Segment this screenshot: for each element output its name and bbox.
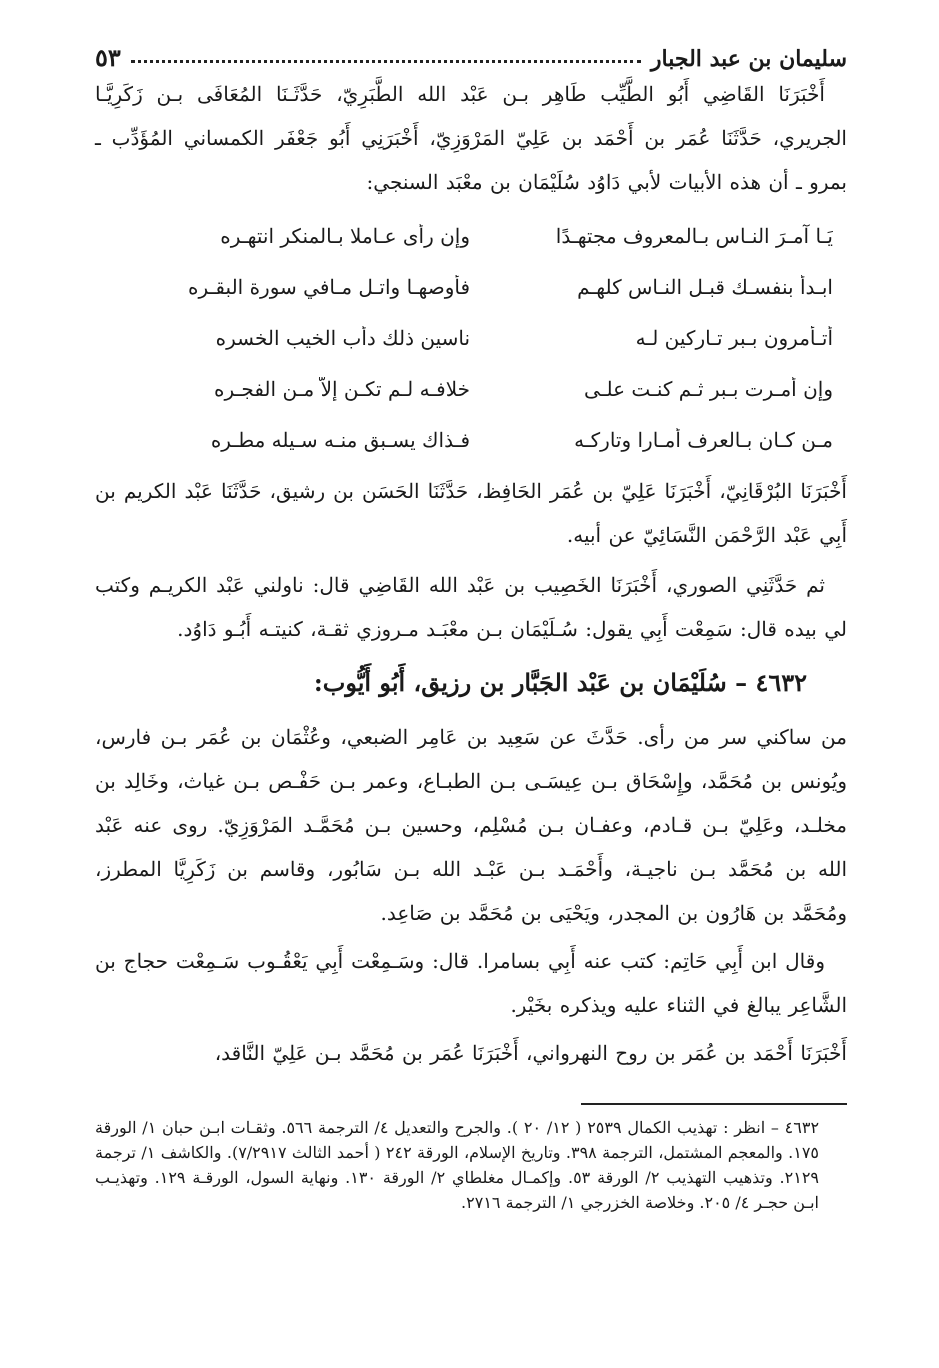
poem-line bbox=[95, 261, 847, 312]
hemistich-second: فأوصهـا واتـل مـافي سورة البقـره bbox=[188, 274, 471, 299]
isnad-paragraph: أَخْبَرَنَا القَاضِي أَبُو الطَّيِّب طَاهِر بـن عَبْد الله الطَّبَرِيّ، حَدَّثَـنَا المُعَافَى بـن زَكَرِيَّـا الجريري، حَدَّثَنَا عُمَر بن أَحْمَد بن عَلِيّ المَرْوَزِيّ، أَخْبَرَنِي أَبُو جَعْفَر الكمساني المُؤَدِّب ـ بمرو ـ أن هذه الأبيات لأبي دَاوُد سُلَيْمَان بن معْبَد السنجي: bbox=[95, 82, 847, 194]
poem-line bbox=[95, 210, 847, 261]
hemistich-second: وإن رأى عـاملا بـالمنكر انتهـره bbox=[220, 223, 471, 248]
hemistich-second: خلافـه لـم تكـن إلاّ مـن الفجـره bbox=[214, 376, 471, 401]
poem-line bbox=[95, 312, 847, 363]
isnad-paragraph: أَخْبَرَنَا البُرْقَانِيّ، أَخْبَرَنَا عَلِيّ بن عُمَر الحَافِظ، حَدَّثَنَا الحَسَن بن رشيق، حَدَّثَنَا عَبْد الكريم بن أَبِي عَبْد الرَّحْمَن النَّسَائِيّ عن أبيه. bbox=[95, 479, 847, 547]
hemistich-first: يَـا آمـرَ النـاس بـالمعروف مجتهـدًا bbox=[555, 223, 833, 248]
hemistich-first: ابـدأ بنفسـك قبـل النـاس كلهـم bbox=[577, 274, 833, 299]
poem bbox=[95, 210, 847, 465]
footnote-divider bbox=[581, 1103, 847, 1105]
hemistich-first: وإن أمـرت بـبر ثـم كنـت علـى bbox=[583, 376, 833, 401]
header-dot-leader bbox=[131, 60, 641, 63]
hemistich-first: مـن كـان بـالعرف أمـارا وتاركـه bbox=[574, 427, 833, 452]
poem-line bbox=[95, 363, 847, 414]
entry-body-paragraph: من ساكني سر من رأى. حَدَّثَ عن سَعِيد بن عَامِر الضبعي، وعُثْمَان بن عُمَر بـن فارس، ويُونس بن مُحَمَّد، وإِسْحَاق بـن عِيسَـى بـن الطبـاع، وعمر بـن حَفْـص بـن غياث، وخَالِد بن مخلـد، وعَلِيّ بـن قـادم، وعفـان بـن مُسْلِم، وحسين بـن مُحَمَّـد المَرْوَزِيّ. روى عنه عَبْد الله بن مُحَمَّد بـن ناجيـة، وأَحْمَـد بـن عَبْـد الله بـن سَابُور، وقاسم بن زَكَرِيَّا المطرز، ومُحَمَّد بن هَارُون بن المجدر، ويَحْيَى بن مُحَمَّد بن صَاعِد. bbox=[95, 725, 847, 925]
footnote: ٤٦٣٢ – انظر : تهذيب الكمال ٢٥٣٩ ( ١٢/ ٢٠ ). والجرح والتعديل ٤/ الترجمة ٥٦٦. وثقـات ابـن حبان ١/ الورقة ١٧٥. والمعجم المشتمل، الترجمة ٣٩٨. وتاريخ الإسلام، الورقة ٢٤٢ ( أحمد الثالث ٧/٢٩١٧). والكاشف ١/ ترجمة ٢١٢٩. وتذهيب التهذيب ٢/ الورقة ٥٣. وإكمـال مغلطاي ٢/ الورقة ١٣٠. ونهاية السول، الورقـة ١٢٩. وتهذيـب ابـن حجـر ٤/ ٢٠٥. وخلاصة الخزرجي ١/ الترجمة ٢٧١٦. bbox=[95, 1118, 820, 1212]
poem-line bbox=[95, 414, 847, 465]
page-number: ٥٣ bbox=[95, 43, 121, 72]
entry-body-paragraph: وقال ابن أَبِي حَاتِم: كتب عنه أَبِي بسامرا. قال: وسَـمِعْت أَبِي يَعْقُـوب سَـمِعْت حجاج بن الشَّاعِر يبالغ في الثناء عليه ويذكره بخَيْر. bbox=[95, 949, 847, 1017]
narration-paragraph: ثم حَدَّثَنِي الصوري، أَخْبَرَنَا الخَصِيب بن عَبْد الله القَاضِي قال: ناولني عَبْد الكريـم وكتب لي بيده قال: سَمِعْت أَبِي يقول: سُـلَيْمَان بـن معْبَـد مـروزي ثقـة، كنيتـه أَبُـو دَاوُد. bbox=[95, 573, 847, 641]
hemistich-second: ناسين ذلك دأب الخيب الخسره bbox=[215, 325, 471, 350]
running-header bbox=[95, 28, 847, 72]
running-title: سليمان بن عبد الجبار bbox=[650, 46, 847, 72]
hemistich-second: فـذاك يسـبق منـه سـيله مطـره bbox=[210, 427, 471, 452]
entry-heading: ٤٦٣٢ – سُلَيْمَان بن عَبْد الجَبَّار بن رزيق، أَبُو أَيُّوب: bbox=[313, 668, 807, 697]
hemistich-first: أتـأمرون بـبر تـاركين لـه bbox=[635, 325, 833, 350]
entry-body-paragraph: أَخْبَرَنَا أَحْمَد بن عُمَر بن روح النهرواني، أَخْبَرَنَا عُمَر بن مُحَمَّد بـن عَلِيّ النَّاقد، bbox=[214, 1041, 847, 1065]
book-page bbox=[95, 28, 847, 1348]
